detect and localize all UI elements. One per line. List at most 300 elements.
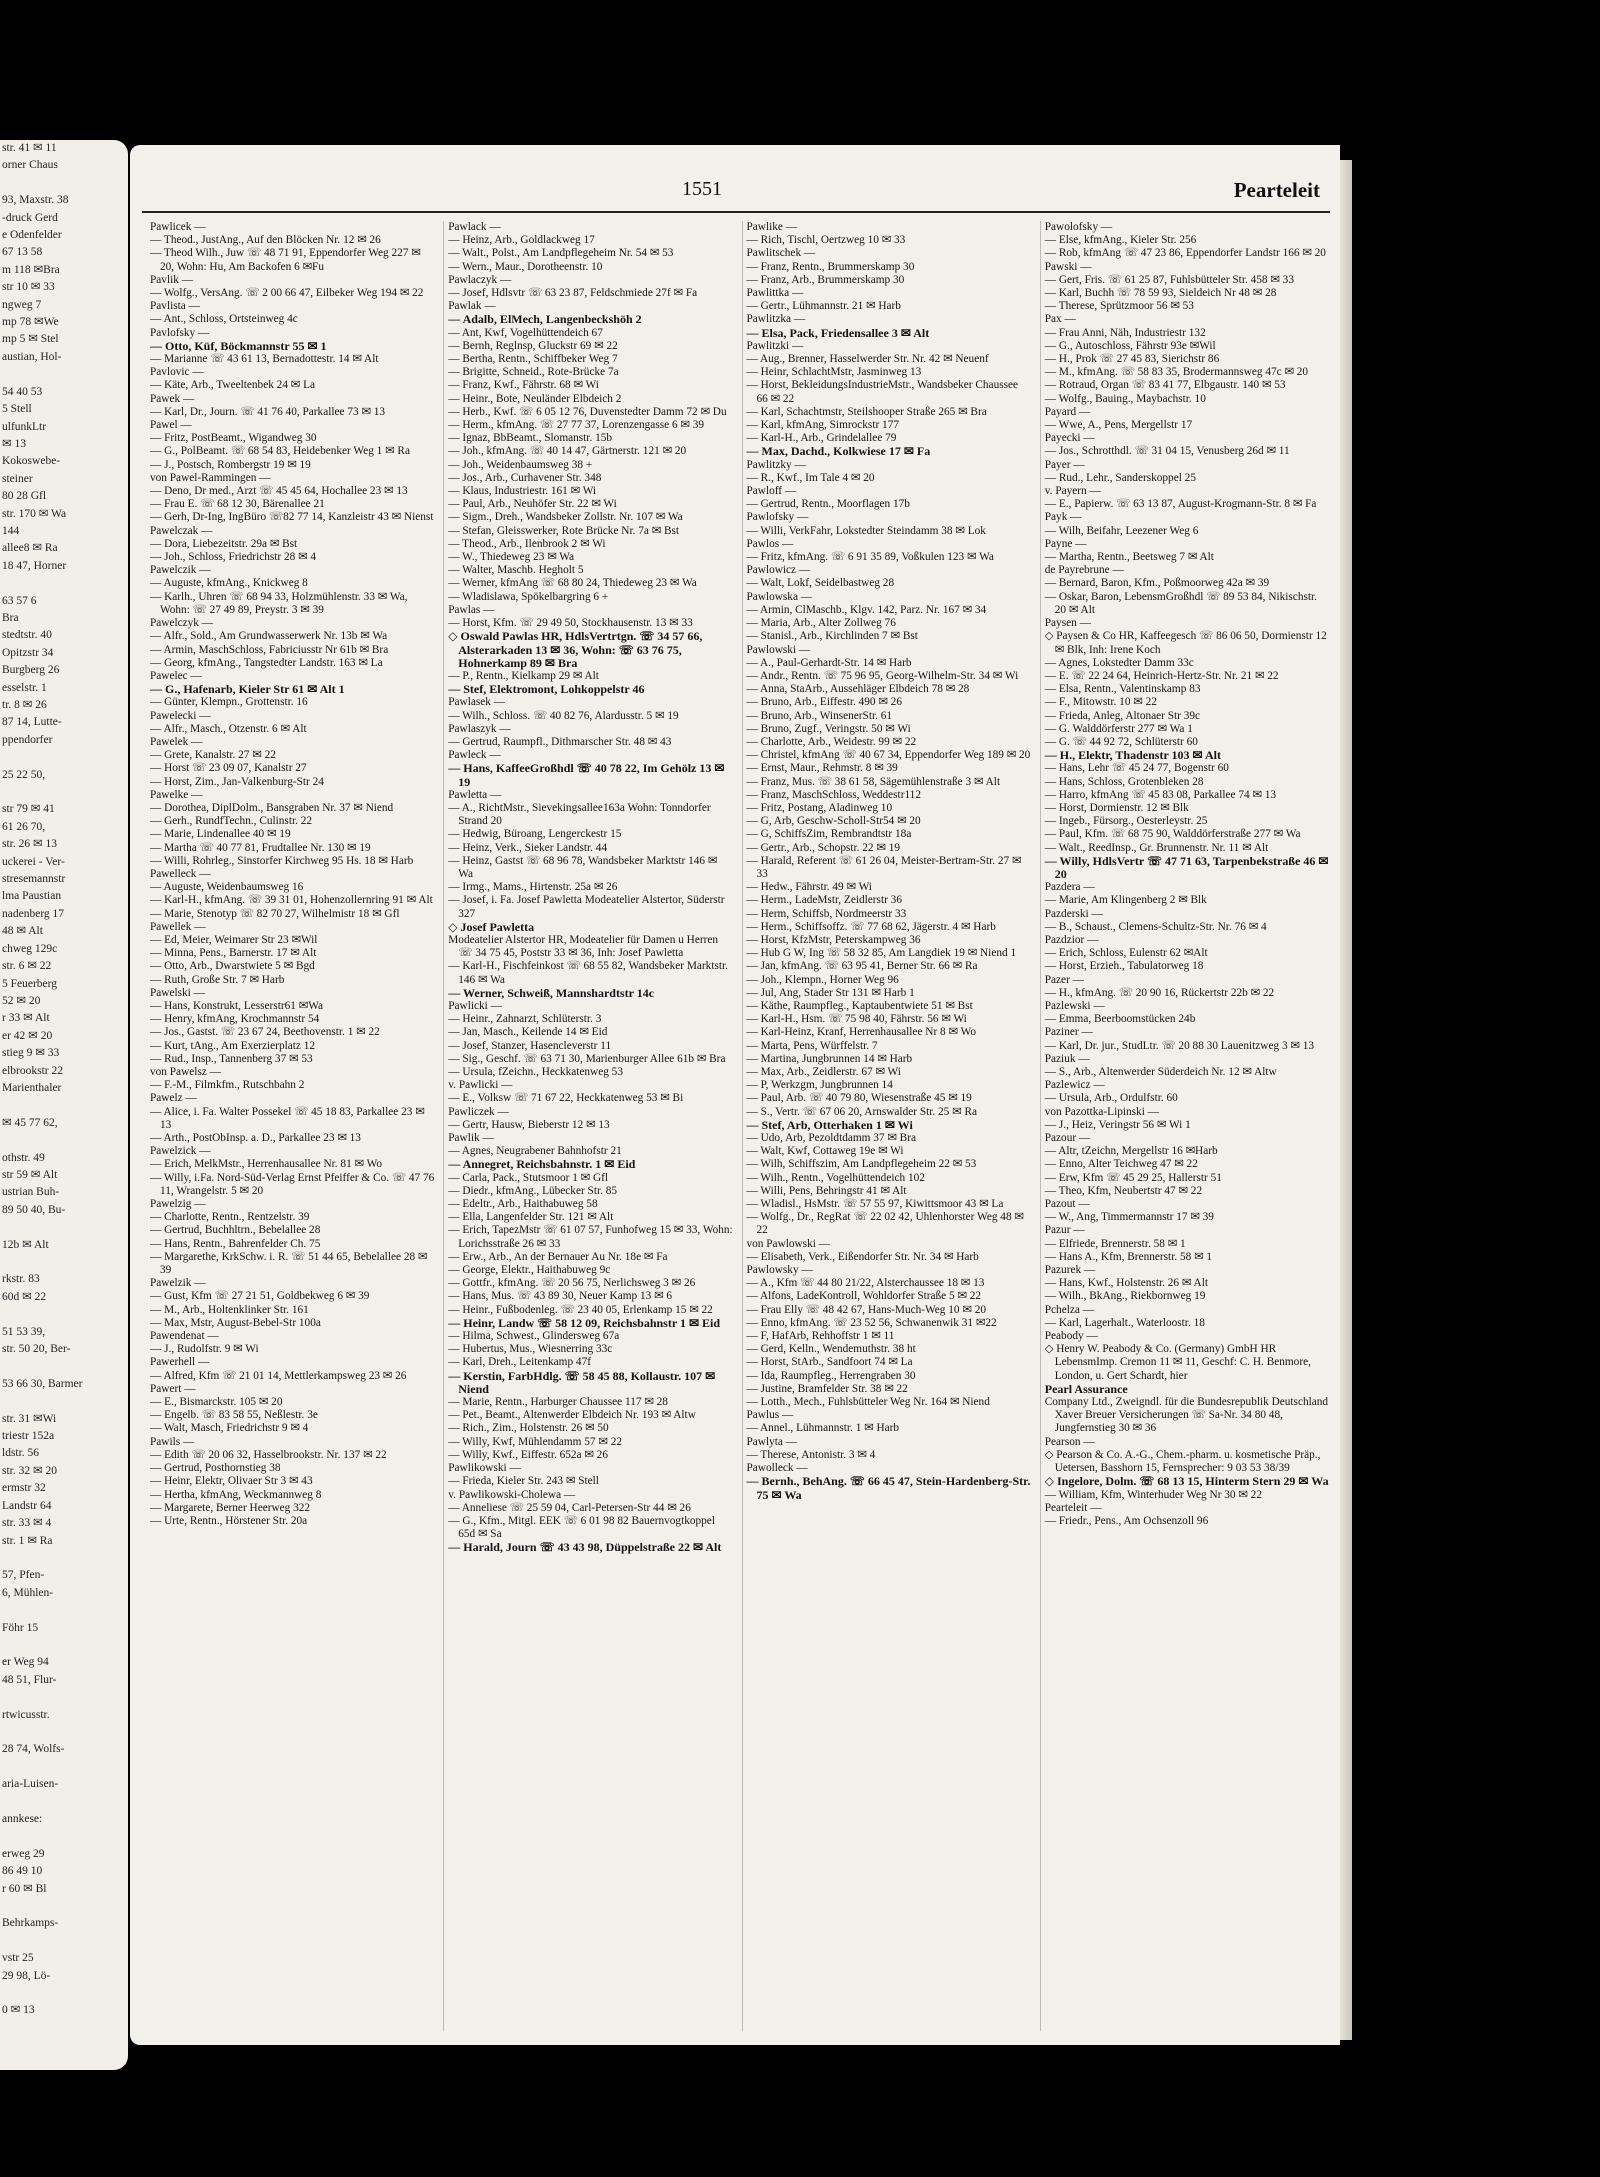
- directory-entry: — Charlotte, Arb., Weidestr. 99 ✉ 22: [746, 735, 917, 748]
- directory-entry: — Arth., PostObInsp. a. D., Parkallee 23 ✉ 13: [150, 1132, 361, 1145]
- surname-heading: Pawel —: [150, 419, 192, 432]
- directory-entry: — Willy, Kwf, Mühlendamm 57 ✉ 22: [448, 1435, 622, 1448]
- prev-page-line: [0, 1689, 128, 1706]
- prev-page-line: 93, Maxstr. 38: [2, 194, 69, 207]
- directory-entry: — Stanisl., Arb., Kirchlinden 7 ✉ Bst: [746, 630, 918, 643]
- surname-heading: Pawelecki —: [150, 709, 211, 722]
- directory-entry: — G., Autoschloss, Fährstr 93e ✉Wil: [1044, 339, 1216, 352]
- prev-page-line: str. 1 ✉ Ra: [2, 1534, 53, 1547]
- prev-page-line: [0, 366, 128, 383]
- directory-entry: ◇ Pearson & Co. A.-G., Chem.-pharm. u. kosmetische Präp., Uetersen, Basshorn 15, Fernsprecher: 9 03 53 38/39: [1044, 1448, 1321, 1475]
- prev-page-line: str. 6 ✉ 22: [2, 960, 52, 973]
- directory-entry: — Carla, Pack., Stutsmoor 1 ✉ Gfl: [448, 1171, 609, 1184]
- directory-entry: — M., kfmAng. ☏ 58 83 35, Brodermannsweg 47c ✉ 20: [1044, 366, 1309, 379]
- directory-entry: — Henry, kfmAng, Krochmannstr 54: [150, 1013, 320, 1026]
- directory-entry: — Elsa, Pack, Friedensallee 3 ✉ Alt: [746, 325, 930, 340]
- prev-page-line: ermstr 32: [2, 1482, 46, 1495]
- prev-page-line: str. 170 ✉ Wa: [2, 507, 67, 520]
- directory-entry: — Christel, kfmAng ☏ 40 67 34, Eppendorfer Weg 189 ✉ 20: [746, 749, 1031, 762]
- prev-page-line: 60d ✉ 22: [2, 1290, 47, 1303]
- directory-entry: — Pet., Beamt., Altenwerder Elbdeich Nr. 193 ✉ Altw: [448, 1409, 696, 1422]
- directory-entry: — Fritz, kfmAng. ☏ 6 91 35 89, Voßkulen 123 ✉ Wa: [746, 551, 994, 564]
- prev-page-line: Bra: [2, 611, 19, 624]
- directory-entry: — Gertrud, Buchhltrn., Bebelallee 28: [150, 1224, 321, 1237]
- directory-entry: — Werner, kfmAng ☏ 68 80 24, Thiedeweg 23 ✉ Wa: [448, 577, 697, 590]
- prev-page-line: uckerei - Ver-: [2, 855, 65, 868]
- directory-entry: — J., Heiz, Veringstr 56 ✉ Wi 1: [1044, 1118, 1191, 1131]
- surname-heading: Peabody —: [1044, 1330, 1098, 1343]
- directory-entry: — Otto, Küf, Böckmannstr 55 ✉ 1: [150, 338, 327, 353]
- surname-heading: Paziner —: [1044, 1026, 1093, 1039]
- directory-entry: — Alice, i. Fa. Walter Possekel ☏ 45 18 83, Parkallee 23 ✉ 13: [150, 1105, 425, 1131]
- directory-entry: — G, Arb, Geschw-Scholl-Str54 ✉ 20: [746, 815, 921, 828]
- directory-entry: — F.-M., Filmkfm., Rutschbahn 2: [150, 1079, 305, 1092]
- directory-entry: — Annel., Lühmannstr. 1 ✉ Harb: [746, 1422, 900, 1435]
- surname-heading: v. Pawlicki —: [448, 1079, 513, 1092]
- surname-heading: v. Payern —: [1044, 485, 1101, 498]
- directory-entry: — Ingeb., Fürsorg., Oesterleystr. 25: [1044, 815, 1208, 828]
- directory-entry: — Wilh., Schloss. ☏ 40 82 76, Alardusstr. 5 ✉ 19: [448, 709, 679, 722]
- directory-entry: — Anna, StaArb., Aussehläger Elbdeich 78 ✉ 28: [746, 683, 970, 696]
- directory-entry: ◇ Josef Pawletta: [448, 919, 535, 934]
- directory-entry: — Ignaz, BbBeamt., Slomanstr. 15b: [448, 432, 613, 445]
- directory-entry: — Werner, Schweiß, Mannshardtstr 14c: [448, 985, 655, 1000]
- directory-entry: — Karl-H., Fischfeinkost ☏ 68 55 82, Wandsbeker Marktstr. 146 ✉ Wa: [448, 960, 728, 986]
- surname-heading: Pazdera —: [1044, 881, 1095, 894]
- directory-entry: — Harro, kfmAng ☏ 45 83 08, Parkallee 74 ✉ 13: [1044, 788, 1277, 801]
- prev-page-line: str. 31 ✉Wi: [2, 1412, 57, 1425]
- directory-entry: — Hans, Lehr ☏ 45 24 77, Bogenstr 60: [1044, 762, 1229, 775]
- prev-page-line: [0, 1724, 128, 1741]
- directory-entry: — Horst, KfzMstr, Peterskampweg 36: [746, 933, 921, 946]
- prev-page-line: [0, 1132, 128, 1149]
- prev-page-line: 6, Mühlen-: [2, 1586, 54, 1599]
- prev-page-line: 51 53 39,: [2, 1325, 46, 1338]
- prev-page-line: Opitzstr 34: [2, 646, 54, 659]
- prev-page-line: str. 50 20, Ber-: [2, 1343, 71, 1356]
- surname-heading: Pawlowsky —: [746, 1264, 813, 1277]
- prev-page-line: Behrkamps-: [2, 1917, 59, 1930]
- prev-page-line: 5 Feuerberg: [2, 977, 58, 990]
- surname-heading: von Pawlowski —: [746, 1237, 830, 1250]
- prev-page-line: ldstr. 56: [2, 1447, 40, 1460]
- directory-entry: — Karl-H., kfmAng. ☏ 39 31 01, Hohenzollernring 91 ✉ Alt: [150, 894, 433, 907]
- directory-entry: — Agnes, Lokstedter Damm 33c: [1044, 656, 1194, 669]
- directory-entry: — Bruno, Arb., Eiffestr. 490 ✉ 26: [746, 696, 902, 709]
- directory-entry: — Paul, Arb., Neuhöfer Str. 22 ✉ Wi: [448, 498, 617, 511]
- directory-entry: — Herb., Kwf. ☏ 6 05 12 76, Duvenstedter Damm 72 ✉ Du: [448, 405, 727, 418]
- surname-heading: Pawlicek —: [150, 221, 206, 233]
- surname-heading: Pawski —: [1044, 260, 1092, 273]
- directory-entry: — F., Mitowstr. 10 ✉ 22: [1044, 696, 1157, 709]
- directory-entry: — Kurt, tAng., Am Exerzierplatz 12: [150, 1039, 316, 1052]
- directory-entry: — Gertrud, Rentn., Moorflagen 17b: [746, 498, 910, 511]
- directory-entry: — Alfons, LadeKontroll, Wohldorfer Straße 5 ✉ 22: [746, 1290, 982, 1303]
- directory-entry: Modeatelier Alstertor HR, Modeatelier für Damen u Herren ☏ 34 75 45, Poststr 33 ✉ 36, Inh: Josef Pawletta: [448, 933, 719, 960]
- directory-entry: — Irmg., Mams., Hirtenstr. 25a ✉ 26: [448, 881, 618, 894]
- directory-entry: — Karl, Dr., Journ. ☏ 41 76 40, Parkallee 73 ✉ 13: [150, 405, 386, 418]
- directory-entry: — Maria, Arb., Alter Zollweg 76: [746, 617, 896, 630]
- surname-heading: Paysen —: [1044, 617, 1091, 630]
- directory-entry: — Wolfg., Bauing., Maybachstr. 10: [1044, 392, 1206, 405]
- directory-entry: — Elfriede, Brennerstr. 58 ✉ 1: [1044, 1237, 1186, 1250]
- surname-heading: Pawletta —: [448, 788, 502, 801]
- directory-entry: — Erw, Kfm ☏ 45 29 25, Hallerstr 51: [1044, 1171, 1222, 1184]
- surname-heading: von Pawel-Rammingen —: [150, 471, 271, 484]
- column-2: [443, 221, 733, 2031]
- directory-entry: — Frieda, Kieler Str. 243 ✉ Stell: [448, 1475, 599, 1488]
- prev-page-line: austian, Hol-: [2, 350, 62, 363]
- directory-entry: — G., Hafenarb, Kieler Str 61 ✉ Alt 1: [150, 682, 345, 697]
- directory-entry: — Walter, Maschb. Hegholt 5: [448, 564, 584, 577]
- directory-entry: — Max, Arb., Zeidlerstr. 67 ✉ Wi: [746, 1066, 901, 1078]
- directory-entry: — George, Elektr., Haithabuweg 9c: [448, 1264, 611, 1277]
- prev-page-line: 87 14, Lutte-: [2, 716, 62, 729]
- directory-entry: — William, Kfm, Winterhuder Weg Nr 30 ✉ 22: [1044, 1488, 1262, 1501]
- surname-heading: Pawlitzky —: [746, 458, 806, 471]
- prev-page-line: 0 ✉ 13: [2, 2004, 35, 2017]
- directory-entry: — Heinz, Verk., Sieker Landstr. 44: [448, 841, 608, 854]
- directory-entry: — H., Prok ☏ 27 45 83, Sierichstr 86: [1044, 353, 1220, 366]
- directory-entry: — Karl, kfmAng, Simrockstr 177: [746, 419, 899, 432]
- directory-entry: — Bernard, Baron, Kfm., Poßmoorweg 42a ✉ 39: [1044, 577, 1270, 590]
- directory-entry: — Jan, Masch., Keilende 14 ✉ Eid: [448, 1026, 608, 1039]
- directory-entry: — Joh., kfmAng. ☏ 40 14 47, Gärtnerstr. 121 ✉ 20: [448, 445, 687, 458]
- directory-entry: — Theod., Arb., Ilenbrook 2 ✉ Wi: [448, 537, 606, 550]
- directory-entry: — Else, kfmAng., Kieler Str. 256: [1044, 234, 1197, 247]
- prev-page-line: str. 26 ✉ 13: [2, 838, 58, 851]
- prev-page-line: orner Chaus: [2, 159, 58, 172]
- surname-heading: Payard —: [1044, 405, 1091, 418]
- directory-entry: — Martha, Rentn., Beetsweg 7 ✉ Alt: [1044, 551, 1214, 564]
- directory-entry: — Enno, kfmAng. ☏ 23 52 56, Schwanenwik 31 ✉22: [746, 1316, 997, 1329]
- directory-entry: — Brigitte, Schneid., Rote-Brücke 7a: [448, 366, 619, 379]
- surname-heading: Pawlaszyk —: [448, 722, 511, 735]
- directory-entry: ◇ Oswald Pawlas HR, HdlsVertrtgn. ☏ 34 57 66, Alsterarkaden 13 ✉ 36, Wohn: ☏ 63 76 75, Hohnerkamp 89 ✉ Bra: [448, 629, 703, 670]
- directory-entry: — Herm., LadeMstr, Zeidlerstr 36: [746, 894, 902, 907]
- directory-entry: — Horst, BekleidungsIndustrieMstr., Wandsbeker Chaussee 66 ✉ 22: [746, 379, 1019, 405]
- directory-entry: — Martina, Jungbrunnen 14 ✉ Harb: [746, 1052, 913, 1065]
- directory-entry: — Auguste, Weidenbaumsweg 16: [150, 881, 304, 894]
- directory-entry: — Herm., kfmAng. ☏ 27 77 37, Lorenzengasse 6 ✉ 39: [448, 419, 705, 432]
- directory-entry: — Joh., Weidenbaumsweg 38 +: [448, 458, 593, 471]
- directory-entry: — Deno, Dr med., Arzt ☏ 45 45 64, Hochallee 23 ✉ 13: [150, 485, 408, 498]
- directory-entry: — G., Kfm., Mitgl. EEK ☏ 6 01 98 82 Bauernvogtkoppel 65d ✉ Sa: [448, 1514, 715, 1541]
- surname-heading: Pazlewicz —: [1044, 1079, 1105, 1092]
- surname-heading: Pawlowski —: [746, 643, 811, 656]
- surname-heading: de Payrebrune —: [1044, 564, 1124, 577]
- prev-page-line: m 118 ✉Bra: [2, 263, 60, 276]
- directory-entry: — Jul, Ang, Stader Str 131 ✉ Harb 1: [746, 986, 915, 999]
- directory-entry: — Joh., Schloss, Friedrichstr 28 ✉ 4: [150, 551, 317, 564]
- directory-entry: — Walt, Kwf, Cottaweg 19e ✉ Wi: [746, 1145, 904, 1158]
- directory-entry: — Hans A., Kfm, Brennerstr. 58 ✉ 1: [1044, 1250, 1213, 1263]
- prev-page-line: str 10 ✉ 33: [2, 281, 55, 294]
- surname-heading: Pawelzig —: [150, 1198, 206, 1211]
- directory-entry: — Frau Anni, Näh, Industriestr 132: [1044, 326, 1206, 339]
- surname-heading: Pazur —: [1044, 1224, 1085, 1237]
- directory-entry: — Hans, Schloss, Grotenbleken 28: [1044, 775, 1204, 788]
- surname-heading: Pawlowicz —: [746, 564, 811, 577]
- directory-entry: — Heinr, SchlachtMstr, Jasminweg 13: [746, 366, 922, 379]
- prev-page-line: [0, 1759, 128, 1776]
- directory-entry: — Charlotte, Rentn., Rentzelstr. 39: [150, 1211, 310, 1224]
- directory-entry: — Andr., Rentn. ☏ 75 96 95, Georg-Wilhelm-Str. 34 ✉ Wi: [746, 669, 1019, 682]
- surname-heading: Pazlewski —: [1044, 999, 1105, 1012]
- directory-entry: — Martha ☏ 40 77 81, Frudtallee Nr. 130 ✉ 19: [150, 841, 371, 854]
- surname-heading: Payer —: [1044, 458, 1085, 471]
- prev-page-line: e Odenfelder: [2, 229, 62, 242]
- prev-page-line: Burgberg 26: [2, 664, 60, 677]
- directory-entry: — Alfred, Kfm ☏ 21 01 14, Mettlerkampsweg 23 ✉ 26: [150, 1369, 407, 1382]
- surname-heading: Pawelke —: [150, 788, 203, 801]
- prev-page-line: Landstr 64: [2, 1499, 52, 1512]
- prev-page-line: [0, 749, 128, 766]
- directory-entry: — Herm., Schiffsoffz. ☏ 77 68 62, Jägerstr. 4 ✉ Harb: [746, 920, 996, 933]
- surname-heading: Pawelzick —: [150, 1145, 211, 1158]
- directory-entry: — Ruth, Große Str. 7 ✉ Harb: [150, 973, 285, 986]
- directory-entry: — Wilh., Rentn., Vogelhüttendeich 102: [746, 1171, 925, 1184]
- directory-entry: — Elisabeth, Verk., Eißendorfer Str. Nr. 34 ✉ Harb: [746, 1250, 979, 1263]
- directory-entry: — Bruno, Zugf., Veringstr. 50 ✉ Wi: [746, 722, 911, 735]
- prev-page-line: [0, 784, 128, 801]
- prev-page-line: esselstr. 1: [2, 681, 47, 694]
- column-3: [742, 221, 1032, 2031]
- directory-entry: — Karl, Dreh., Leitenkamp 47f: [448, 1356, 591, 1369]
- directory-entry: — Rich., Zim., Holstenstr. 26 ✉ 50: [448, 1422, 609, 1435]
- prev-page-line: rkstr. 83: [2, 1273, 40, 1286]
- prev-page-line: stedtstr. 40: [2, 629, 52, 642]
- prev-page-line: stieg 9 ✉ 33: [2, 1047, 60, 1060]
- directory-entry: — Willy, Kwf., Eiffestr. 652a ✉ 26: [448, 1448, 608, 1461]
- directory-entry: — Ida, Raumpfleg., Herrengraben 30: [746, 1369, 916, 1382]
- directory-entry: — Sigm., Dreh., Wandsbeker Zollstr. Nr. 107 ✉ Wa: [448, 511, 683, 524]
- directory-entry: — Udo, Arb, Pezoldtdamm 37 ✉ Bra: [746, 1132, 916, 1145]
- prev-page-line: [0, 1898, 128, 1915]
- directory-entry: — H., kfmAng. ☏ 20 90 16, Rückertstr 22b ✉ 22: [1044, 986, 1275, 999]
- directory-page: [130, 145, 1340, 2045]
- directory-entry: — Joh., Klempn., Horner Weg 96: [746, 973, 899, 986]
- prev-page-line: 86 49 10: [2, 1865, 43, 1878]
- directory-entry: — Bernh, Reglnsp, Gluckstr 69 ✉ 22: [448, 339, 618, 352]
- prev-page-line: 28 74, Wolfs-: [2, 1743, 65, 1756]
- surname-heading: Pawlyta —: [746, 1435, 798, 1448]
- surname-heading: Pawlowska —: [746, 590, 813, 603]
- directory-entry: — Josef, i. Fa. Josef Pawletta Modeatelier Alstertor, Süderstr 327: [448, 894, 725, 920]
- directory-entry: — Bruno, Arb., WinsenerStr. 61: [746, 709, 893, 722]
- directory-entry: — Frieda, Anleg, Altonaer Str 39c: [1044, 709, 1201, 722]
- directory-entry: — Horst, StArb., Sandfoort 74 ✉ La: [746, 1356, 913, 1369]
- directory-entry: — Edeltr., Arb., Haithabuweg 58: [448, 1198, 598, 1211]
- directory-entry: — Enno, Alter Teichweg 47 ✉ 22: [1044, 1158, 1198, 1171]
- prev-page-line: rtwicusstr.: [2, 1708, 50, 1721]
- surname-heading: Pawlasek —: [448, 696, 506, 709]
- surname-heading: Pawlos —: [746, 537, 794, 550]
- directory-entry: — Karl-H., Arb., Grindelallee 79: [746, 432, 897, 445]
- prev-page-line: aria-Luisen-: [2, 1778, 59, 1791]
- surname-heading: Pawolofsky —: [1044, 221, 1113, 233]
- directory-entry: — Theod Wilh., Juw ☏ 48 71 91, Eppendorfer Weg 227 ✉ 20, Wohn: Hu, Am Backofen 6 ✉Fu: [150, 247, 421, 273]
- directory-entry: — F, HafArb, Rehhoffstr 1 ✉ 11: [746, 1330, 895, 1343]
- directory-entry: — G, SchiffsZim, Rembrandtstr 18a: [746, 828, 912, 841]
- directory-entry: — Erich, Schloss, Eulenstr 62 ✉Alt: [1044, 947, 1208, 960]
- directory-entry: — W., Thiedeweg 23 ✉ Wa: [448, 551, 575, 564]
- directory-entry: — Therese, Sprützmoor 56 ✉ 53: [1044, 300, 1194, 313]
- directory-entry: — Stef, Arb, Otterhaken 1 ✉ Wi: [746, 1117, 913, 1132]
- prev-page-line: 52 ✉ 20: [2, 994, 41, 1007]
- prev-page-line: ✉ 13: [2, 437, 27, 450]
- directory-entry: — Heinz, Arb., Goldlackweg 17: [448, 234, 595, 247]
- surname-heading: Pazderski —: [1044, 907, 1103, 920]
- directory-entry: — Otto, Arb., Dwarstwiete 5 ✉ Bgd: [150, 960, 315, 973]
- directory-entry: — Emma, Beerboomstücken 24b: [1044, 1013, 1196, 1026]
- prev-page-line: mp 5 ✉ Stel: [2, 333, 59, 346]
- directory-entry: — Armin, MaschSchloss, Fabriciusstr Nr 61b ✉ Bra: [150, 643, 389, 656]
- surname-heading: Pazer —: [1044, 973, 1084, 986]
- prev-page-line: ustrian Buh-: [2, 1186, 60, 1199]
- prev-page-line: [0, 175, 128, 192]
- surname-heading: Pazdzior —: [1044, 933, 1099, 946]
- directory-entry: — Paul, Kfm. ☏ 68 75 90, Walddörferstraße 277 ✉ Wa: [1044, 828, 1301, 841]
- directory-entry: — Alfr., Sold., Am Grundwasserwerk Nr. 13b ✉ Wa: [150, 630, 388, 643]
- directory-entry: — Wwe, A., Pens, Mergellstr 17: [1044, 419, 1193, 432]
- surname-heading: Pawendenat —: [150, 1330, 219, 1343]
- directory-entry: — Herm, Schiffsb, Nordmeerstr 33: [746, 907, 907, 920]
- directory-entry: — Heinz, Gastst ☏ 68 96 78, Wandsbeker Marktstr 146 ✉ Wa: [448, 854, 718, 880]
- directory-entry: — Rotraud, Organ ☏ 83 41 77, Elbgaustr. 140 ✉ 53: [1044, 379, 1286, 392]
- prev-page-line: r 60 ✉ Bl: [2, 1882, 47, 1895]
- directory-entry: — Fritz, Postang, Aladinweg 10: [746, 801, 893, 814]
- prev-page-line: triestr 152a: [2, 1430, 55, 1443]
- directory-entry: ◇ Ingelore, Dolm. ☏ 68 13 15, Hinterm Stern 29 ✉ Wa: [1044, 1474, 1329, 1489]
- prev-page-line: 18 47, Horner: [2, 559, 67, 572]
- directory-entry: — Edith ☏ 20 06 32, Hasselbrookstr. Nr. 137 ✉ 22: [150, 1448, 387, 1461]
- directory-entry: — Rob, kfmAng ☏ 47 23 86, Eppendorfer Landstr 166 ✉ 20: [1044, 247, 1326, 260]
- directory-entry: — Ursula, Arb., Ordulfstr. 60: [1044, 1092, 1178, 1105]
- directory-entry: — Klaus, Industriestr. 161 ✉ Wi: [448, 485, 597, 498]
- directory-entry: — Willi, Pens, Behringstr 41 ✉ Alt: [746, 1184, 907, 1197]
- prev-page-line: [0, 575, 128, 592]
- prev-page-line: ppendorfer: [2, 733, 53, 746]
- directory-entry: — Erw., Arb., An der Bernauer Au Nr. 18e ✉ Fa: [448, 1250, 668, 1263]
- directory-entry: — H., Elektr, Thadenstr 103 ✉ Alt: [1044, 748, 1221, 763]
- prev-page-line: [0, 1306, 128, 1323]
- directory-entry: — Wolfg., VersAng. ☏ 2 00 66 47, Eilbeker Weg 194 ✉ 22: [150, 287, 424, 300]
- directory-entry: — Marta, Pens, Würffelstr. 7: [746, 1039, 878, 1052]
- prev-page-line: [0, 1985, 128, 2002]
- directory-entry: — Franz, Mus. ☏ 38 61 58, Sägemühlenstraße 3 ✉ Alt: [746, 775, 1001, 788]
- directory-entry: — Stef, Elektromont, Lohkoppelstr 46: [448, 682, 645, 697]
- directory-entry: — Dora, Liebezeitstr. 29a ✉ Bst: [150, 537, 298, 550]
- surname-heading: von Pawelsz —: [150, 1066, 221, 1078]
- prev-page-line: 12b ✉ Alt: [2, 1238, 49, 1251]
- surname-heading: Pavlovic —: [150, 366, 204, 379]
- prev-page-line: steiner: [2, 472, 33, 485]
- directory-entry: — Hans, Konstrukt, Lesserstr61 ✉Wa: [150, 999, 323, 1012]
- directory-entry: — Heinr, Elektr, Olivaer Str 3 ✉ 43: [150, 1475, 313, 1488]
- directory-entry: — Wilh, Schiffszim, Am Landpflegeheim 22 ✉ 53: [746, 1158, 977, 1171]
- directory-entry: ◇ Paysen & Co HR, Kaffeegesch ☏ 86 06 50, Dormienstr 12 ✉ Blk, Inh: Irene Koch: [1044, 630, 1327, 656]
- page-header: [142, 178, 1330, 212]
- directory-entry: — G. ☏ 44 92 72, Schlüterstr 60: [1044, 735, 1198, 748]
- entry-columns: [150, 221, 1330, 2031]
- directory-entry: — Willi, VerkFahr, Lokstedter Steindamm 38 ✉ Lok: [746, 524, 986, 537]
- directory-entry: — Heinr., Fußbodenleg. ☏ 23 40 05, Erlenkamp 15 ✉ 22: [448, 1303, 713, 1316]
- directory-entry: — Justine, Bramfelder Str. 38 ✉ 22: [746, 1382, 908, 1395]
- surname-heading: Pavlik —: [150, 273, 193, 286]
- directory-entry: — Oskar, Baron, LebensmGroßhdl ☏ 89 53 84, Nikischstr. 20 ✉ Alt: [1044, 590, 1317, 616]
- directory-entry: — Elsa, Rentn., Valentinskamp 83: [1044, 683, 1201, 696]
- directory-entry: — Hans, Mus. ☏ 43 89 30, Neuer Kamp 13 ✉ 6: [448, 1290, 673, 1303]
- column-1: [150, 221, 435, 2031]
- directory-entry: — Ursula, fZeichn., Heckkatenweg 53: [448, 1066, 623, 1078]
- directory-entry: — G. Walddörferstr 277 ✉ Wa 1: [1044, 722, 1193, 735]
- directory-entry: — G., PolBeamt. ☏ 68 54 83, Heidebenker Weg 1 ✉ Ra: [150, 445, 410, 458]
- directory-entry: — Adalb, ElMech, Langenbeckshöh 2: [448, 312, 642, 327]
- prev-page-line: 67 13 58: [2, 246, 43, 259]
- directory-entry: — Erich, TapezMstr ☏ 61 07 57, Funhofweg 15 ✉ 33, Wohn: Lorichsstraße 26 ✉ 33: [448, 1224, 733, 1250]
- surname-heading: Pawlitschek —: [746, 247, 816, 260]
- surname-heading: Pawelek —: [150, 735, 203, 748]
- directory-entry: — Theod., JustAng., Auf den Blöcken Nr. 12 ✉ 26: [150, 234, 381, 247]
- directory-entry: — Marianne ☏ 43 61 13, Bernadottestr. 14 ✉ Alt: [150, 353, 379, 366]
- directory-entry: — Fritz, PostBeamt., Wigandweg 30: [150, 432, 317, 445]
- directory-entry: — Marie, Stenotyp ☏ 82 70 27, Wilhelmistr 18 ✉ Gfl: [150, 907, 400, 920]
- directory-entry: — A., Paul-Gerhardt-Str. 14 ✉ Harb: [746, 656, 912, 669]
- surname-heading: Pawerhell —: [150, 1356, 210, 1369]
- surname-heading: Pearson —: [1044, 1435, 1095, 1448]
- prev-page-line: 53 66 30, Barmer: [2, 1377, 83, 1390]
- directory-entry: — Harald, Journ ☏ 43 43 98, Düppelstraße 22 ✉ Alt: [448, 1540, 722, 1555]
- prev-page-line: [0, 1933, 128, 1950]
- surname-heading: Pawellek —: [150, 920, 206, 933]
- surname-heading: Pawelski —: [150, 986, 205, 999]
- directory-entry: — P, Werkzgm, Jungbrunnen 14: [746, 1079, 893, 1092]
- directory-entry: — Josef, Stanzer, Hasencleverstr 11: [448, 1039, 612, 1052]
- surname-heading: Pawelzik —: [150, 1277, 206, 1290]
- directory-entry: — Erich, MelkMstr., Herrenhausallee Nr. 81 ✉ Wo: [150, 1158, 383, 1171]
- directory-entry: — Agnes, Neugrabener Bahnhofstr 21: [448, 1145, 622, 1158]
- prev-page-line: allee8 ✉ Ra: [2, 542, 58, 555]
- directory-entry: — Margarethe, KrkSchw. i. R. ☏ 51 44 65, Bebelallee 28 ✉ 39: [150, 1250, 428, 1277]
- surname-heading: Pawils —: [150, 1435, 195, 1448]
- surname-heading: Pawek —: [150, 392, 195, 405]
- prev-page-line: 25 22 50,: [2, 768, 46, 781]
- surname-heading: Pawloff —: [746, 485, 797, 498]
- directory-entry: — Lotth., Mech., Fuhlsbütteler Weg Nr. 164 ✉ Niend: [746, 1396, 990, 1409]
- directory-entry: — Marie, Rentn., Harburger Chaussee 117 ✉ 28: [448, 1396, 668, 1409]
- directory-entry: — Rud., Lehr., Sanderskoppel 25: [1044, 471, 1196, 484]
- directory-entry: — Hertha, kfmAng, Weckmannweg 8: [150, 1488, 322, 1501]
- surname-heading: Pawlofsky —: [746, 511, 809, 524]
- directory-entry: — Horst, Dormienstr. 12 ✉ Blk: [1044, 801, 1189, 814]
- prev-page-line: ulfunkLtr: [2, 420, 47, 433]
- directory-entry: — Annegret, Reichsbahnstr. 1 ✉ Eid: [448, 1157, 636, 1172]
- directory-entry: — Margarete, Berner Heerweg 322: [150, 1501, 311, 1514]
- prev-page-line: [0, 1358, 128, 1375]
- directory-entry: — B., Schaust., Clemens-Schultz-Str. Nr. 76 ✉ 4: [1044, 920, 1267, 933]
- directory-entry: — Wolfg., Dr., RegRat ☏ 22 02 42, Uhlenhorster Weg 48 ✉ 22: [746, 1211, 1024, 1237]
- directory-entry: — Hilma, Schwest., Glindersweg 67a: [448, 1330, 620, 1343]
- surname-heading: v. Pawlikowski-Cholewa —: [448, 1488, 576, 1501]
- directory-entry: — Franz, Rentn., Brummerskamp 30: [746, 260, 915, 273]
- prev-page-line: [0, 1219, 128, 1236]
- directory-entry: — A., Kfm ☏ 44 80 21/22, Alsterchaussee 18 ✉ 13: [746, 1277, 985, 1290]
- directory-entry: — Sig., Geschf. ☏ 63 71 30, Marienburger Allee 61b ✉ Bra: [448, 1052, 726, 1065]
- directory-entry: — Kerstin, FarbHdlg. ☏ 58 45 88, Kollaustr. 107 ✉ Niend: [448, 1368, 716, 1396]
- prev-page-line: str. 33 ✉ 4: [2, 1517, 52, 1530]
- directory-entry: — Heinr., Bote, Neuländer Elbdeich 2: [448, 392, 622, 405]
